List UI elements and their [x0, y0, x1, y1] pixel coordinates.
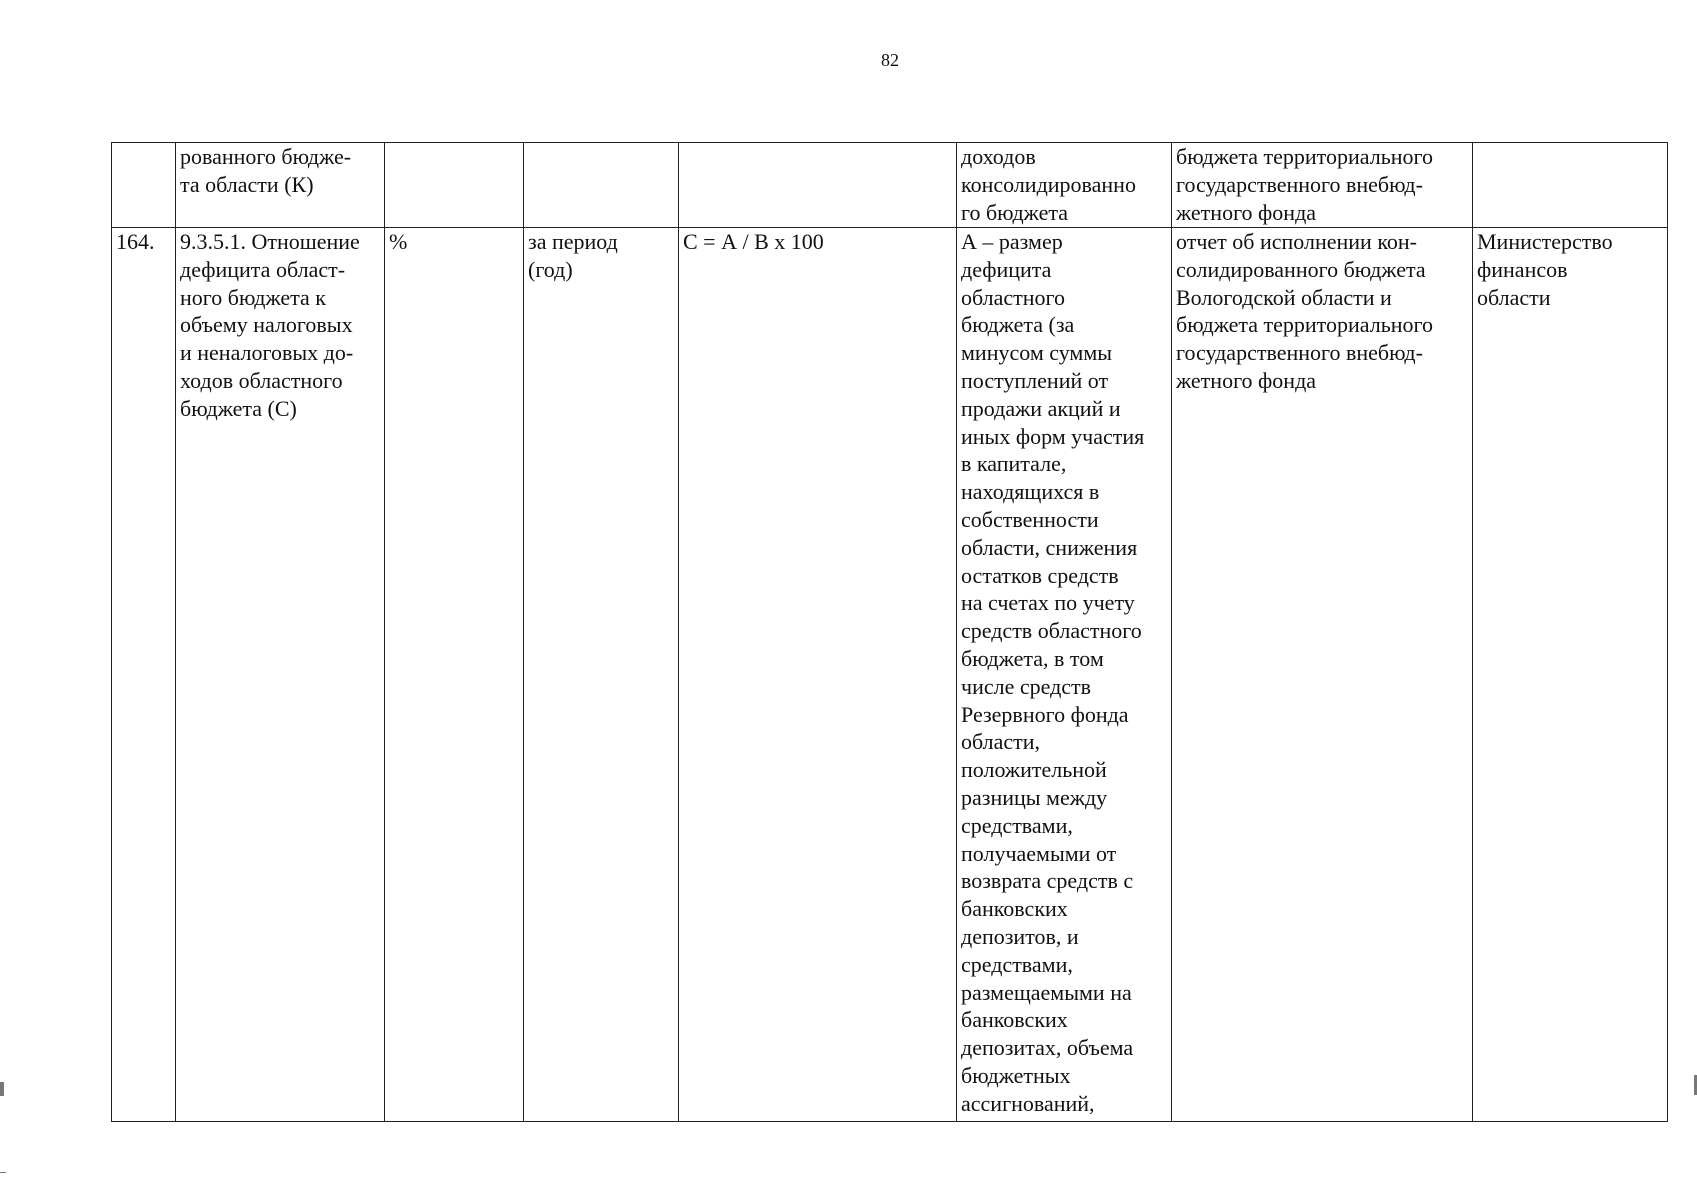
cell-number: [112, 143, 176, 228]
cell-source: отчет об исполнении кон- солидированного бюджета Вологодской области и бюджета территориального государственного внебюд- жетного фонда: [1172, 228, 1473, 1122]
cell-source: бюджета территориального государственного внебюд- жетного фонда: [1172, 143, 1473, 228]
scan-mark-left-lower: [0, 1172, 6, 1173]
table-row-continuation: [112, 143, 1668, 228]
cell-period: за период (год): [524, 228, 679, 1122]
cell-period: [524, 143, 679, 228]
cell-description: А – размер дефицита областного бюджета (за минусом суммы поступлений от продажи акций и иных форм участия в капитале, находящихся в собственности области, снижения остатков средств на счетах по учету средств областного бюджета, в том числе средств Резервного фонда области, положительной разницы между средствами, получаемыми от возврата средств с банковских депозитов, и средствами, размещаемыми на банковских депозитах, объема бюджетных ассигнований,: [957, 228, 1172, 1122]
cell-description: доходов консолидированно го бюджета: [957, 143, 1172, 228]
cell-formula: С = А / В х 100: [679, 228, 957, 1122]
cell-responsible: Министерство финансов области: [1473, 228, 1668, 1122]
page-number: 82: [881, 50, 899, 70]
cell-formula: [679, 143, 957, 228]
cell-responsible: [1473, 143, 1668, 228]
cell-number: 164.: [112, 228, 176, 1122]
cell-unit: %: [385, 228, 524, 1122]
cell-indicator: 9.3.5.1. Отношение дефицита област- ного бюджета к объему налоговых и неналоговых до- ходов областного бюджета (С): [176, 228, 385, 1122]
cell-indicator: рованного бюдже- та области (К): [176, 143, 385, 228]
table-row-164: [112, 228, 1668, 1122]
indicators-table: [111, 142, 1668, 1122]
scan-mark-left: [0, 1082, 4, 1096]
cell-unit: [385, 143, 524, 228]
